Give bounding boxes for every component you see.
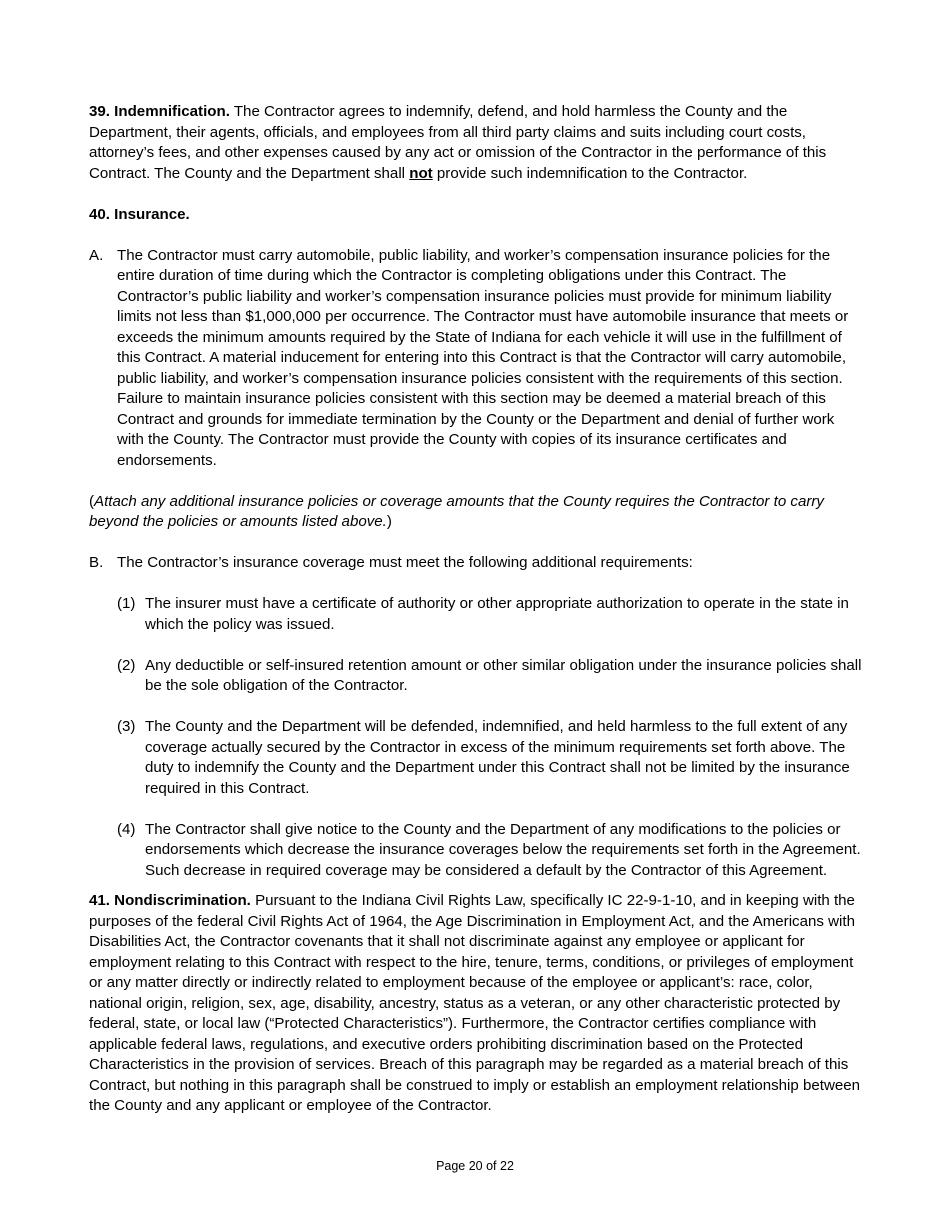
item-a-label: A. — [89, 246, 104, 264]
document-page — [89, 102, 864, 1117]
section-40-heading: 40. Insurance. — [89, 205, 190, 223]
subitem-3-text: The County and the Department will be defended, indemnified, and held harmless to the full extent of any coverage actually secured by the Contractor in excess of the minimum requirements set forth above. The duty to indemnify the County and the Department under this Contract shall not be limited by the insurance required in this Contract. — [145, 718, 850, 797]
section-39-heading: 39. Indemnification. — [89, 103, 230, 120]
subitem-2-label: (2) — [117, 656, 136, 674]
subitem-2 — [117, 656, 864, 697]
insurance-note — [89, 492, 864, 533]
section-39-text-before: The Contractor agrees to indemnify, defend, and hold harmless the County and the Department, their agents, officials, and employees from all third party claims and suits including court costs, attorney’s fees, and other expenses caused by any act or omission of the Contractor in the performance of this Contract. The County and the Department shall — [89, 103, 827, 182]
item-b-label: B. — [89, 554, 104, 571]
section-41-nondiscrimination — [89, 891, 864, 1117]
subitem-1-text: The insurer must have a certificate of authority or other appropriate authorization to operate in the state in which the policy was issued. — [145, 595, 849, 633]
page-number-footer: Page 20 of 22 — [436, 1159, 514, 1173]
section-41-heading: 41. Nondiscrimination. — [89, 892, 251, 909]
subitem-4-label: (4) — [117, 820, 136, 838]
section-39-indemnification — [89, 102, 864, 184]
subitem-1-label: (1) — [117, 595, 136, 612]
section-39-text-after: provide such indemnification to the Contractor. — [432, 164, 748, 182]
subitem-4 — [117, 820, 864, 882]
subitem-3-label: (3) — [117, 718, 136, 735]
note-italic-text: Attach any additional insurance policies or coverage amounts that the County requires the Contractor to carry beyond the policies or amounts listed above. — [89, 492, 824, 530]
section-41-text: Pursuant to the Indiana Civil Rights Law, specifically IC 22-9-1-10, and in keeping with the purposes of the federal Civil Rights Act of 1964, the Age Discrimination in Employment Act, and the Americans with Disabilities Act, the Contractor covenants that it shall not discriminate against any employee or applicant for employment relating to this Contract with respect to the hire, tenure, terms, conditions, or privileges of employment or any matter directly or indirectly related to employment because of the employee or applicant’s: race, color, national origin, religion, sex, age, disability, ancestry, status as a veteran, or any other characteristic protected by federal, state, or local law (“Protected Characteristics”). Furthermore, the Contractor certifies compliance with applicable federal laws, regulations, and executive orders prohibiting discrimination based on the Protected Characteristics in the provision of services. Breach of this paragraph may be regarded as a material breach of this Contract, but nothing in this paragraph shall be construed to imply or establish an employment relationship between the County and any applicant or employee of the Contractor. — [89, 892, 861, 1114]
subitem-1 — [117, 594, 864, 635]
subitem-3 — [117, 717, 864, 799]
item-a-text: The Contractor must carry automobile, public liability, and worker’s compensation insurance policies for the entire duration of time during which the Contractor is completing obligations under this Contract. The Contractor’s public liability and worker’s compensation insurance policies must provide for minimum liability limits not less than $1,000,000 per occurrence. The Contractor must have automobile insurance that meets or exceeds the minimum amounts required by the State of Indiana for each vehicle it will use in the fulfillment of this Contract. A material inducement for entering into this Contract is that the Contractor will carry automobile, public liability, and worker’s compensation insurance policies consistent with the requirements of this section. Failure to maintain insurance policies consistent with this section may be deemed a material breach of this Contract and grounds for immediate termination by the County or the Department and denial of further work with the County. The Contractor must provide the County with copies of its insurance certificates and endorsements. — [117, 246, 849, 469]
section-40-item-b — [89, 553, 864, 574]
item-b-text: The Contractor’s insurance coverage must meet the following additional requirements: — [117, 554, 693, 571]
subitem-4-text: The Contractor shall give notice to the County and the Department of any modifications to the policies or endorsements which decrease the insurance coverages below the requirements set forth in the Agreement. Such decrease in required coverage may be considered a default by the Contractor of this Agreement. — [145, 820, 861, 879]
note-close-paren: ) — [386, 513, 392, 530]
note-open-paren: ( — [89, 492, 95, 510]
section-40-item-a — [89, 246, 864, 472]
section-39-emphasis-not: not — [409, 164, 433, 182]
subitem-2-text: Any deductible or self-insured retention amount or other similar obligation under the insurance policies shall be the sole obligation of the Contractor. — [145, 656, 862, 694]
